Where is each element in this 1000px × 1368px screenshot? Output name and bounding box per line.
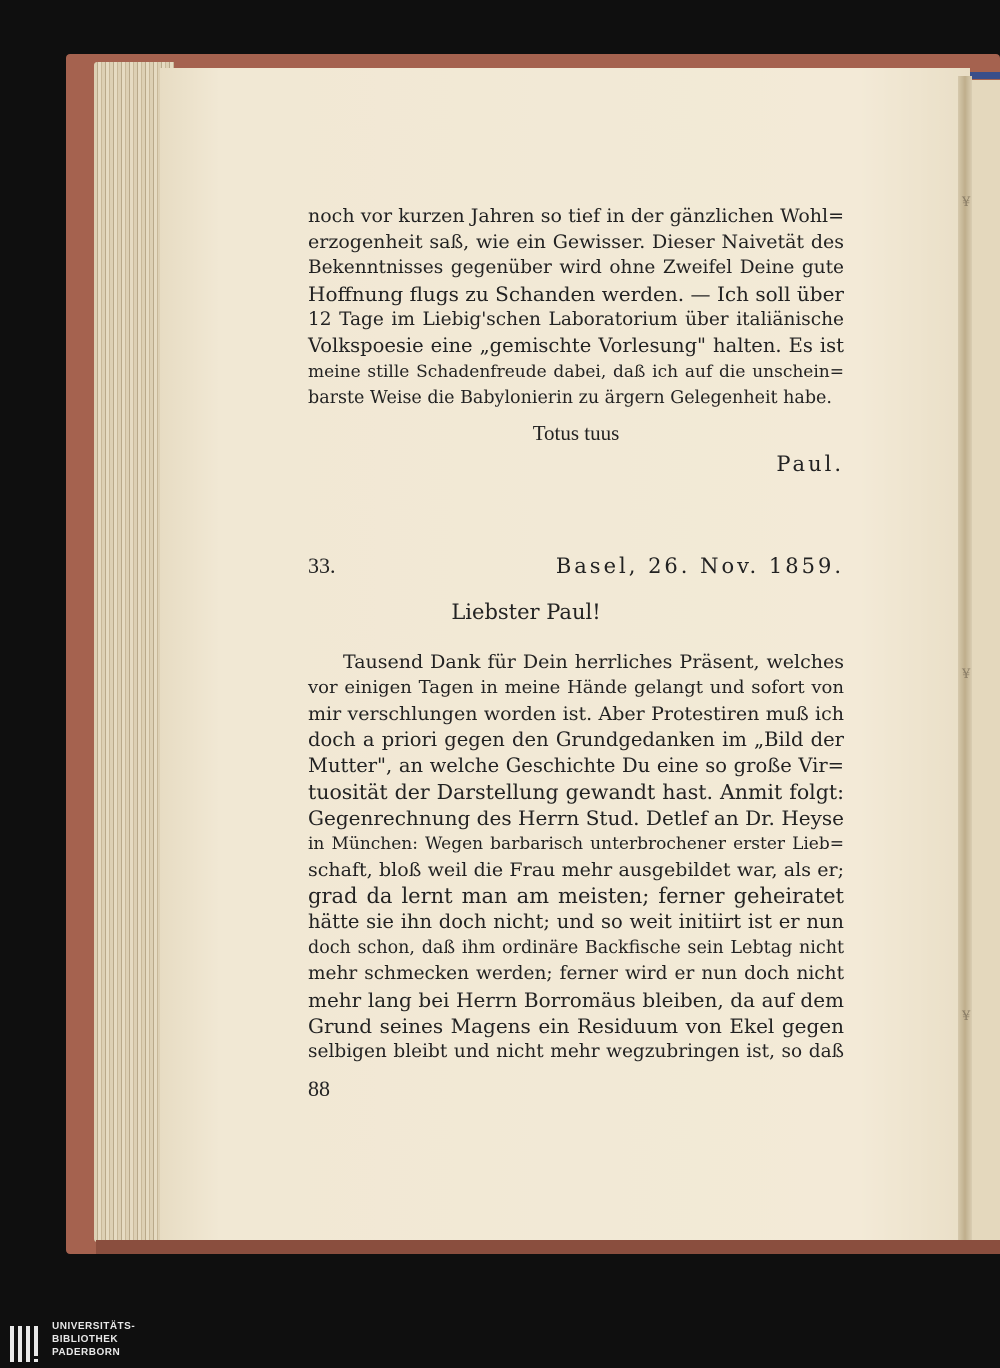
text-line: schaft, bloß weil die Frau mehr ausgebildet war, als er; [308, 859, 844, 881]
closing-formula: Totus tuus [532, 421, 620, 445]
library-logo-line: BIBLIOTHEK [52, 1334, 119, 1345]
library-logo-line: PADERBORN [52, 1347, 121, 1358]
library-logo-line: UNIVERSITÄTS- [52, 1321, 136, 1332]
letter-place-date: Basel, 26. Nov. 1859. [555, 554, 844, 578]
text-line: grad da lernt man am meisten; ferner geheiratet [308, 884, 844, 908]
salutation: Liebster Paul! [451, 600, 601, 624]
text-line: mehr schmecken werden; ferner wird er nun doch nicht [308, 963, 844, 984]
page-number: 88 [308, 1076, 330, 1101]
library-logo-text [52, 1320, 135, 1359]
text-line: selbigen bleibt und nicht mehr wegzubringen ist, so daß [308, 1041, 844, 1062]
signature: Paul. [776, 452, 844, 476]
text-line: erzogenheit saß, wie ein Gewisser. Dieser Naivetät des [308, 231, 844, 253]
binding-stitch: ¥ [962, 1009, 971, 1024]
text-line: tuosität der Darstellung gewandt hast. Anmit folgt: [308, 780, 844, 804]
text-line: barste Weise die Babylonierin zu ärgern Gelegenheit habe. [308, 388, 832, 408]
text-line: Volkspoesie eine „gemischte Vorlesung" halten. Es ist [308, 334, 844, 357]
text-line: doch schon, daß ihm ordinäre Backfische sein Lebtag nicht [308, 938, 844, 958]
scan-footer-bar [0, 1318, 1000, 1368]
text-line: mir verschlungen worden ist. Aber Protestiren muß ich [308, 703, 844, 725]
text-line: doch a priori gegen den Grundgedanken im „Bild der [308, 728, 844, 751]
text-line: Mutter", an welche Geschichte Du eine so große Vir= [308, 754, 844, 777]
binding-stitch: ¥ [962, 195, 971, 210]
text-line: mehr lang bei Herrn Borromäus bleiben, da auf dem [308, 988, 844, 1012]
text-line: Hoffnung flugs zu Schanden werden. — Ich soll über [308, 282, 844, 306]
text-line: in München: Wegen barbarisch unterbrochener erster Lieb= [308, 834, 844, 854]
text-line: Tausend Dank für Dein herrliches Präsent, welches [343, 651, 844, 673]
binding-stitch: ¥ [962, 667, 971, 682]
book-gutter [958, 76, 972, 1242]
text-line: Grund seines Magens ein Residuum von Ekel gegen [308, 1014, 844, 1038]
letter-number: 33. [308, 553, 336, 578]
text-line: vor einigen Tagen in meine Hände gelangt und sofort von [308, 677, 844, 698]
cover-bottom-edge [96, 1240, 1000, 1254]
text-line: 12 Tage im Liebig'schen Laboratorium über italiänische [308, 309, 844, 330]
text-line: Gegenrechnung des Herrn Stud. Detlef an Dr. Heyse [308, 806, 844, 830]
text-line: noch vor kurzen Jahren so tief in der gänzlichen Wohl= [308, 205, 844, 227]
text-line: Bekenntnisses gegenüber wird ohne Zweifel Deine gute [308, 257, 844, 278]
library-logo-icon [8, 1322, 48, 1366]
right-page-edge [972, 80, 1000, 1242]
text-line: meine stille Schadenfreude dabei, daß ich auf die unschein= [308, 362, 844, 382]
text-line: hätte sie ihn doch nicht; und so weit initiirt ist er nun [308, 910, 844, 933]
